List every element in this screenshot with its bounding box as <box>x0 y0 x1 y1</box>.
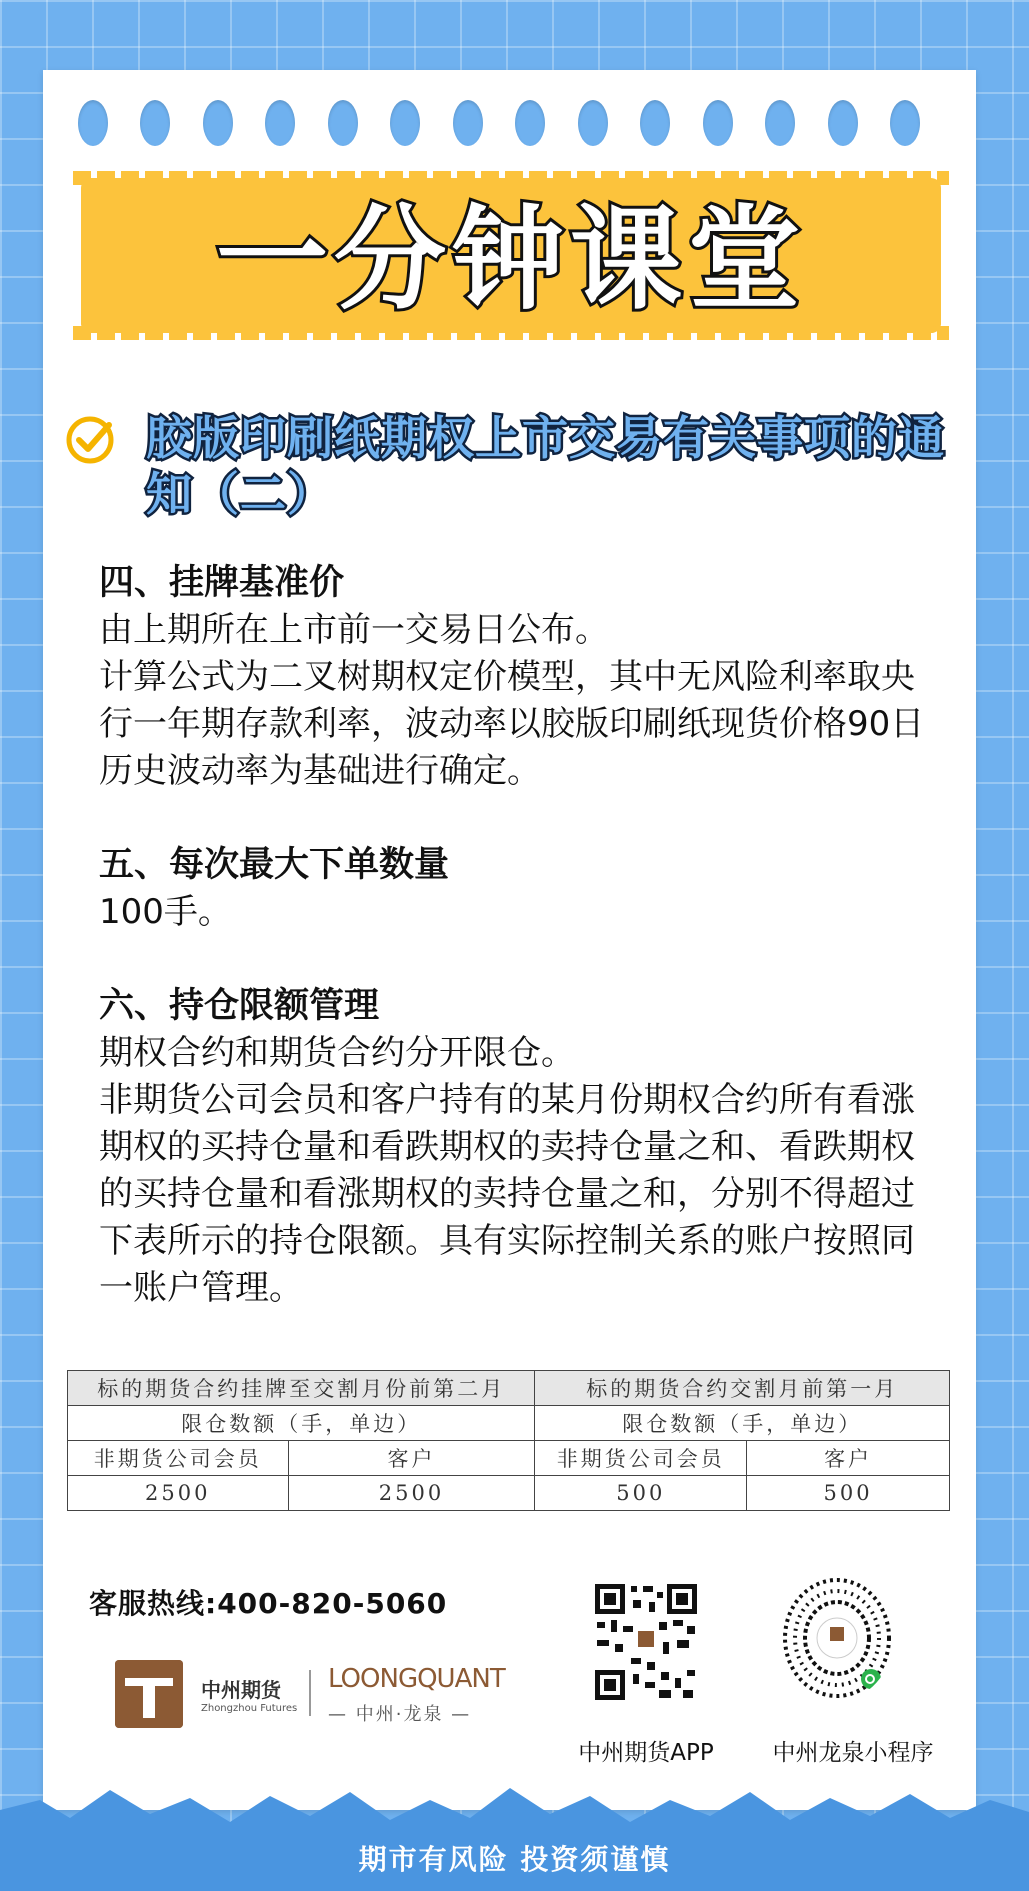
loongquant-logo: LOONGQUANT <box>328 1664 505 1694</box>
table-col-header: 客户 <box>288 1441 535 1476</box>
risk-warning: 期市有风险 投资须谨慎 <box>358 1843 671 1876</box>
table-row <box>68 1476 950 1511</box>
notice-content <box>99 560 929 1359</box>
app-qr-code-icon <box>593 1582 699 1702</box>
binder-hole <box>453 100 483 146</box>
section-line: 由上期所在上市前一交易日公布。 <box>99 610 609 650</box>
binder-hole <box>140 100 170 146</box>
position-limit-table <box>67 1370 950 1511</box>
table-cell: 500 <box>747 1476 950 1511</box>
binder-hole <box>203 100 233 146</box>
binder-hole <box>828 100 858 146</box>
binder-hole <box>515 100 545 146</box>
binder-hole <box>703 100 733 146</box>
table-group-header: 标的期货合约挂牌至交割月份前第二月 <box>68 1371 535 1406</box>
binder-hole <box>390 100 420 146</box>
section-max-order <box>99 842 929 936</box>
logo-divider <box>309 1670 311 1716</box>
section-heading: 四、挂牌基准价 <box>99 563 345 603</box>
table-row <box>68 1441 950 1476</box>
table-col-header: 非期货公司会员 <box>68 1441 289 1476</box>
table-cell: 2500 <box>68 1476 289 1511</box>
notice-title: 胶版印刷纸期权上市交易有关事项的通知（二） <box>146 411 945 521</box>
loongquant-subtitle: — 中州·龙泉 — <box>328 1704 472 1725</box>
app-qr-label: 中州期货APP <box>578 1740 714 1766</box>
table-col-header: 客户 <box>747 1441 950 1476</box>
mini-program-label: 中州龙泉小程序 <box>772 1740 934 1766</box>
table-subheader: 限仓数额（手，单边） <box>68 1406 535 1441</box>
table-cell: 500 <box>535 1476 747 1511</box>
binder-hole <box>890 100 920 146</box>
section-position-limit <box>99 983 929 1312</box>
table-group-header: 标的期货合约交割月前第一月 <box>535 1371 950 1406</box>
logo-name: 中州期货 <box>201 1678 281 1702</box>
table-subheader: 限仓数额（手，单边） <box>535 1406 950 1441</box>
table-col-header: 非期货公司会员 <box>535 1441 747 1476</box>
binder-hole <box>640 100 670 146</box>
section-heading: 五、每次最大下单数量 <box>99 845 450 885</box>
section-heading: 六、持仓限额管理 <box>99 986 380 1026</box>
paper-card <box>43 70 976 1810</box>
check-circle-icon <box>65 415 115 465</box>
section-line: 期权合约和期货合约分开限仓。 <box>99 1033 575 1073</box>
mini-program-code-icon <box>781 1575 893 1701</box>
section-base-price <box>99 560 929 795</box>
binder-hole <box>78 100 108 146</box>
binder-hole <box>265 100 295 146</box>
table-cell: 2500 <box>288 1476 535 1511</box>
table-row <box>68 1406 950 1441</box>
hotline: 客服热线:400-820-5060 <box>89 1587 448 1620</box>
logo-english-name: Zhongzhou Futures <box>201 1703 298 1714</box>
binder-holes <box>78 100 958 148</box>
binder-hole <box>578 100 608 146</box>
section-line: 100手。 <box>99 892 232 932</box>
binder-hole <box>765 100 795 146</box>
binder-hole <box>328 100 358 146</box>
section-line: 非期货公司会员和客户持有的某月份期权合约所有看涨期权的买持仓量和看跌期权的卖持仓量之和、看跌期权的买持仓量和看涨期权的卖持仓量之和，分别不得超过下表所示的持仓限额。具有实际控制关系的账户按照同一账户管理。 <box>99 1080 915 1308</box>
table-row <box>68 1371 950 1406</box>
section-line: 计算公式为二叉树期权定价模型，其中无风险利率取央行一年期存款利率，波动率以胶版印刷纸现货价格90日历史波动率为基础进行确定。 <box>99 657 925 791</box>
zhongzhou-logo-icon <box>115 1660 183 1728</box>
banner-title: 一分钟课堂 <box>216 195 806 325</box>
title-banner <box>81 178 941 333</box>
